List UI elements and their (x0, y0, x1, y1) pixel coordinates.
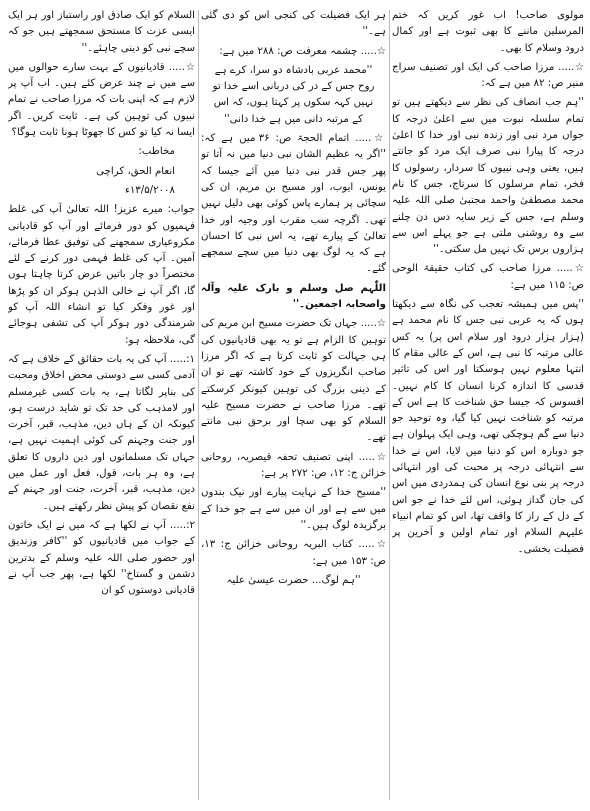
right-column (392, 8, 584, 804)
paragraph: ☆..... اتمام الحجۃ ص: ۳۶ میں ہے کہ: ''اگر یہ عظیم الشان نبی دنیا میں نہ آتا تو پھر جس قدر نبی دنیا میں آئے جیسا کہ یونس، ایوب، اور مسیح بن مریم، ان کی سچائی پر ہمارے پاس کوئی بھی دلیل نہیں تھی۔ اگرچہ سب مقرب اور وجیہ اور خدا تعالیٰ کے پیارے تھے، یہ اس نبی کا احسان ہے کہ یہ لوگ بھی دنیا میں سچے سمجھے گئے۔ (201, 133, 386, 275)
column-divider (198, 10, 199, 800)
paragraph: مولوی صاحب! اب غور کریں کہ ختم المرسلین ماننے کا بھی ثبوت ہے اور کمال درود وسلام کا بھی۔ (392, 10, 584, 54)
paragraph: ہر ایک فضیلت کی کنجی اس کو دی گئی ہے۔'' (201, 10, 386, 38)
paragraph: ☆..... مرزا صاحب کی ایک اور تصنیف سراج منیر ص: ۸۲ میں ہے کہ: (392, 61, 584, 90)
paragraph: ''ہم جب انصاف کی نظر سے دیکھتے ہیں تو تمام سلسلہ نبوت میں سے اعلیٰ درجہ کا جواں مرد نبی اور زندہ نبی اور خدا کا اعلیٰ درجہ کا پیارا نبی صرف ایک مرد کو جانتے ہیں، یعنی وہی نبیوں کا سردار، رسولوں کا فخر، تمام مرسلوں کا سرتاج، جس کا نام محمد مصطفیٰ واحمد مجتبیٰ صلی اللہ علیہ وسلم ہے، جس کے زیر سایہ دس دن چلنے سے وہ روشنی ملتی ہے جو پہلے اس سے ہزاروں برس تک نہیں مل سکتی۔'' (392, 97, 584, 256)
paragraph: ☆..... کتاب البریہ روحانی خزائن ج: ۱۳، ص: ۱۵۳ میں ہے: (201, 539, 386, 567)
paragraph: ۲:..... آپ نے لکھا ہے کہ میں نے ایک خاتون کے جواب میں قادیانیوں کو ''کافر وزندیق اور حضور صلی اللہ علیہ وسلم کے بدترین دشمن و گستاخ'' لکھا ہے، پھر جب آپ نے قادیانی دوستوں کو ان (8, 519, 195, 597)
paragraph: ☆..... جہاں تک حضرت مسیح ابن مریم کی توہین کا الزام ہے تو یہ بھی قادیانیوں کی ہی جہالت کو ثابت کرتا ہے کہ اگر مرزا صاحب انگریزوں کے خود کاشتہ تھے تو ان کے دینی بزرگ کی توہین کیونکر کرسکتے تھے۔ مرزا صاحب نے حضرت مسیح علیہ السلام کو بھی سچا اور برحق نبی مانتے تھے۔ (201, 318, 386, 444)
paragraph: ''محمد عربی بادشاہ دو سرا، کرے ہے روح جس کے در کی دربانی اسے خدا تو نہیں کہہ سکوں پر کہتا ہوں، کہ اس کے مرتبہ دانی میں ہے خدا دانی'' (212, 64, 375, 125)
paragraph: اللّٰہم صل وسلم و بارک علیہ وآلہ واصحابہ اجمعین۔'' (201, 282, 386, 311)
paragraph: ''پس میں ہمیشہ تعجب کی نگاہ سے دیکھتا ہوں کہ یہ عربی نبی جس کا نام محمد ہے (ہزار ہزار درود اور سلام اس پر) یہ کس عالی مرتبہ کا نبی ہے، اس کے عالی مقام کا انتہا معلوم نہیں ہوسکتا اور اس کی تاثیر قدسی کا اندازہ کرنا انسان کا کام نہیں۔ افسوس کہ جیسا حق شناخت کا ہے اس کے مرتبہ کو شناخت نہیں کیا گیا، وہ توحید جو دنیا سے گم ہوچکی تھی، وہی ایک پہلوان ہے جو دوبارہ اس کو دنیا میں لایا، اس نے خدا سے انتہائی درجہ پر محبت کی اور انتہائی درجہ پر بنی نوع انسان کی ہمدردی میں اس کی جان گداز ہوئی، اس لئے خدا نے جو اس کے دل کے راز کا واقف تھا، اس کو تمام انبیاء علیہم السلام اور تمام اولین و آخرین پر فضیلت بخشی۔ (392, 299, 584, 555)
column-divider (389, 10, 390, 800)
paragraph: ۱۳/۵/۲۰۰۸ء (125, 184, 175, 196)
paragraph: السلام کو ایک صادق اور راستباز اور ہر ایک ایسی عزت کا مستحق سمجھتے ہیں جو کہ سچے نبی کو دینی چاہئے۔'' (8, 10, 195, 54)
paragraph: ''ہم لوگ... حضرت عیسیٰ علیہ (226, 574, 361, 586)
paragraph: ☆..... قادیانیوں کے بہت سارے حوالوں میں سے میں نے چند عرض کئے ہیں۔ اب آپ پر لازم ہے کہ اپنی بات کہ مرزا صاحب نے تمام نبیوں کی توہین کی ہے۔ ثابت کریں۔ اگر ایسا نہ کیا تو کس کا جھوٹا ہونا ثابت ہوگا؟ (8, 61, 195, 139)
paragraph: ☆..... چشمہ معرفت ص: ۲۸۸ میں ہے: (219, 45, 386, 57)
paragraph: ☆..... اپنی تصنیف تحفہ قیصریہ، روحانی خزائن ج: ۱۲، ص: ۲۷۲ پر ہے: (201, 451, 386, 480)
paragraph: مخاطب: (138, 146, 175, 158)
left-column (8, 8, 195, 804)
paragraph: ۱:..... آپ کی یہ بات حقائق کے خلاف ہے کہ آدمی کسی سے دوستی محض اخلاق ومحبت کی بناپر لگاتا ہے، یہ بات کسی غیرمسلم اور لامذہب کی حد تک تو شاید درست ہو، کیونکہ ان کے ہاں دین، مذہب، قبر، آخرت اور جنت وجہنم کی کوئی اہمیت نہیں ہے، جہاں تک مسلمانوں اور دین داروں کا تعلق ہے، وہ ہر بات، قول، فعل اور عمل میں دین، مذہب، قبر، آخرت، جنت اور جہنم کے نفع نقصان کو پیش نظر رکھتے ہیں۔ (8, 353, 195, 512)
paragraph: ''مسیح خدا کے نہایت پیارے اور نیک بندوں میں سے ہے اور ان میں سے ہے جو خدا کے برگزیدہ لوگ ہیں۔'' (201, 487, 386, 531)
paragraph: جواب: میرے عزیز! اللہ تعالیٰ آپ کی غلط فہمیوں کو دور فرمائے اور آپ کو قادیانی مکروعیاری سمجھنے کی توفیق عطا فرمائے، آمین۔ آپ کی غلط فہمی دور کرنے کے لئے مختصراً دو چار باتیں عرض کرتا چاہتا ہوں گا، اگر آپ نے خالی الذہن ہوکر ان کو پڑھا اور غور وفکر کیا تو انشاء اللہ آپ کو شرمندگی دور ہوکر آپ کی تشفی ہوجائے گی، ملاحظہ ہو: (8, 204, 195, 346)
middle-column (201, 8, 386, 804)
paragraph: انعام الحق، کراچی (96, 165, 175, 177)
paragraph: ☆..... مرزا صاحب کی کتاب حقیقۃ الوحی ص: ۱۱۵ میں ہے: (392, 263, 584, 291)
